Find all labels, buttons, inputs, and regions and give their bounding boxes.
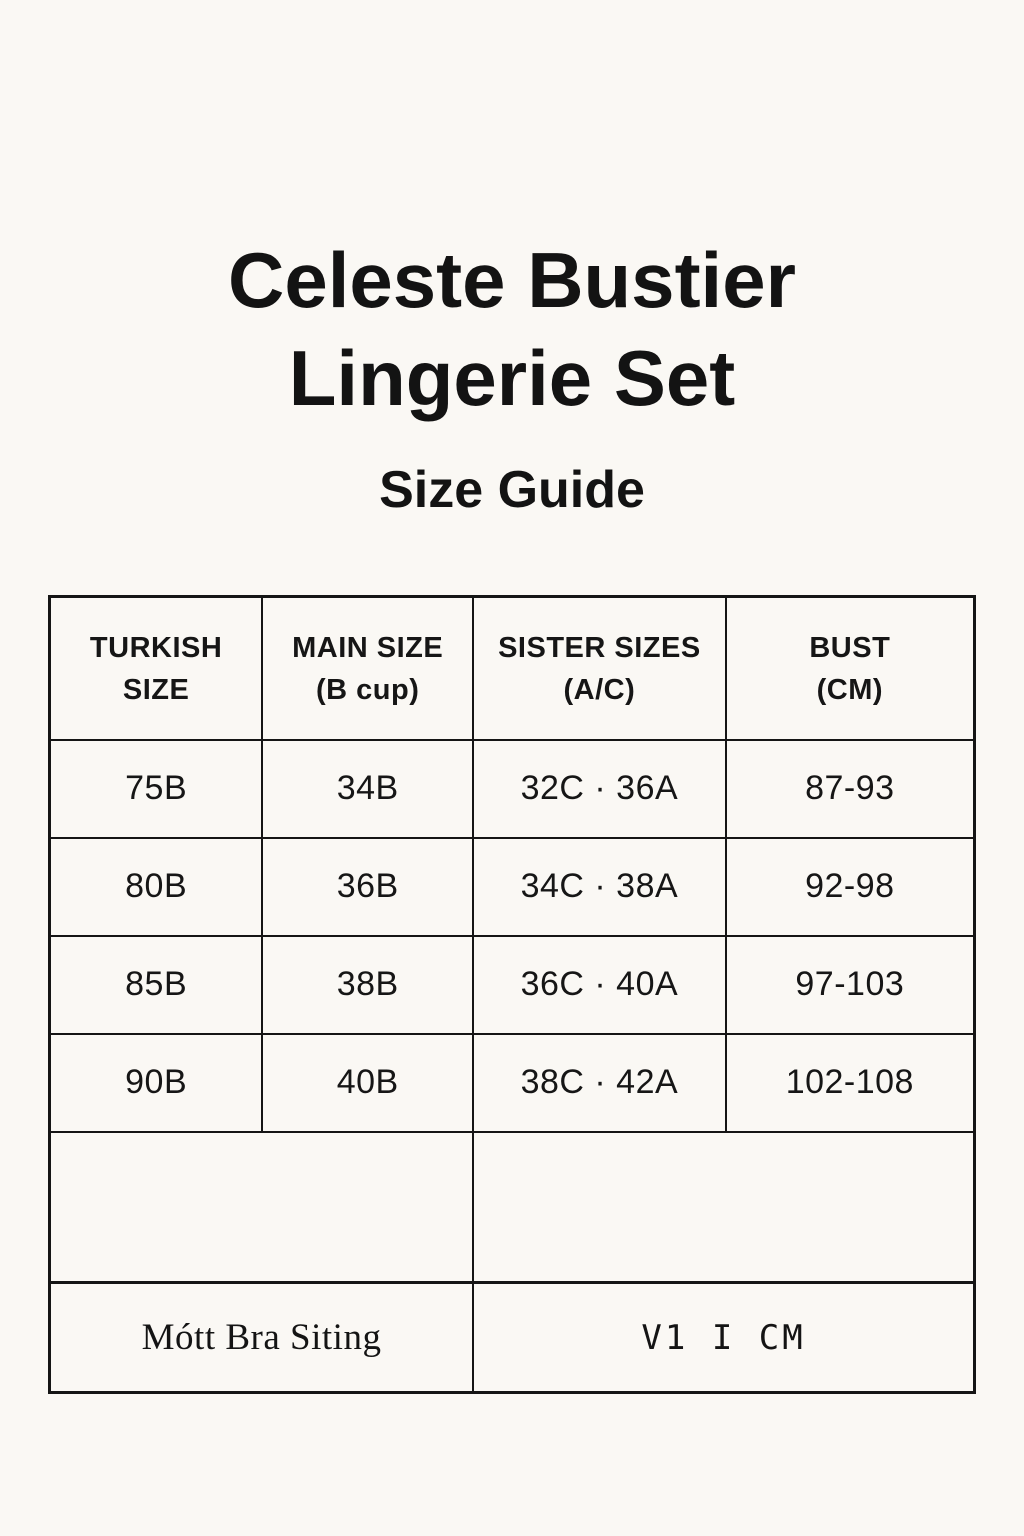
cell-turkish-size: 80B (50, 838, 263, 936)
cell-bust: 87-93 (726, 740, 975, 838)
column-header-bust-line1: BUST (809, 631, 891, 664)
table-footer-row (50, 1283, 975, 1393)
table-header-row (50, 597, 975, 740)
column-header-turkish-size-line2: SIZE (122, 673, 190, 706)
page-title-line2: Lingerie Set (288, 333, 736, 422)
empty-cell-right (473, 1132, 974, 1283)
column-header-main-size-line2: (B cup) (316, 673, 420, 706)
cell-main-size: 36B (262, 838, 473, 936)
table-row-80b (50, 838, 975, 936)
cell-sister-sizes: 34C · 38A (473, 838, 726, 936)
cell-sister-sizes: 36C · 40A (473, 936, 726, 1034)
cell-main-size: 38B (262, 936, 473, 1034)
cell-sister-sizes: 32C · 36A (473, 740, 726, 838)
cell-bust: 97-103 (726, 936, 975, 1034)
table-empty-row (50, 1132, 975, 1283)
cell-bust: 92-98 (726, 838, 975, 936)
column-header-sister-sizes (473, 597, 726, 740)
size-guide-table (48, 595, 976, 1394)
table-row-75b (50, 740, 975, 838)
table-row-85b (50, 936, 975, 1034)
column-header-turkish-size (50, 597, 263, 740)
footer-note-left: Mótt Bra Siting (50, 1283, 474, 1393)
cell-main-size: 34B (262, 740, 473, 838)
cell-bust: 102-108 (726, 1034, 975, 1132)
column-header-bust-line2: (CM) (816, 673, 884, 706)
cell-main-size: 40B (262, 1034, 473, 1132)
cell-turkish-size: 85B (50, 936, 263, 1034)
page-title (0, 232, 1024, 427)
column-header-sister-sizes-line1: SISTER SIZES (498, 631, 701, 664)
cell-turkish-size: 75B (50, 740, 263, 838)
footer-note-right: V1 I CM (473, 1283, 974, 1393)
cell-turkish-size: 90B (50, 1034, 263, 1132)
cell-sister-sizes: 38C · 42A (473, 1034, 726, 1132)
column-header-turkish-size-line1: TURKISH (89, 631, 223, 664)
column-header-main-size (262, 597, 473, 740)
table-row-90b (50, 1034, 975, 1132)
column-header-bust (726, 597, 975, 740)
page-subtitle: Size Guide (379, 461, 645, 519)
page-title-line1: Celeste Bustier (228, 236, 796, 324)
column-header-main-size-line1: MAIN SIZE (292, 631, 444, 664)
column-header-sister-sizes-line2: (A/C) (563, 673, 636, 706)
empty-cell-left (50, 1132, 474, 1283)
